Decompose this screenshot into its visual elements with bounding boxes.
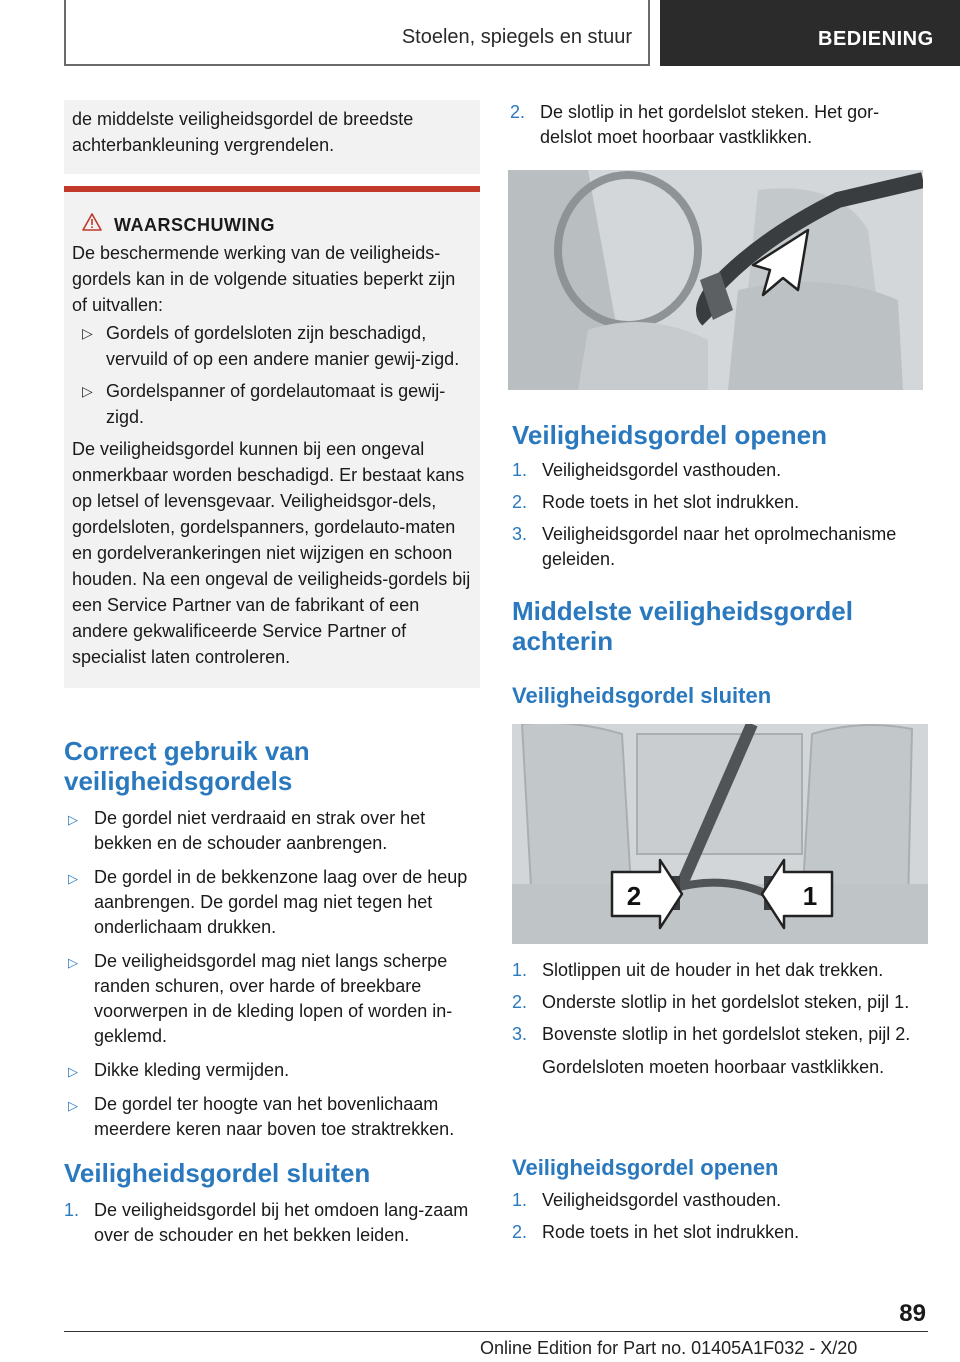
step-item: 3. Veiligheidsgordel naar het oprolmechanisme geleiden.	[512, 524, 897, 569]
warning-icon	[72, 212, 114, 238]
list-item: ▷ Gordelspanner of gordelautomaat is gewij-zigd.	[72, 378, 472, 430]
middle-open-heading: Veiligheidsgordel openen	[512, 1155, 779, 1180]
close-steps	[64, 1198, 480, 1248]
step-item: 2. Rode toets in het slot indrukken.	[512, 492, 800, 512]
step-item: 1. De veiligheidsgordel bij het omdoen lang-zaam over de schouder en het bekken leiden.	[64, 1200, 469, 1245]
page-number: 89	[899, 1300, 926, 1327]
close-heading: Veiligheidsgordel sluiten	[64, 1158, 371, 1188]
triangle-bullet-icon: ▷	[68, 1064, 78, 1079]
arrow-2-label: 2	[626, 881, 642, 911]
open-heading: Veiligheidsgordel openen	[512, 420, 827, 450]
middle-close-heading: Veiligheidsgordel sluiten	[512, 683, 772, 708]
footer-divider	[64, 1331, 928, 1332]
arrow-1-label: 1	[802, 881, 818, 911]
triangle-bullet-icon: ▷	[82, 383, 93, 399]
correct-use-list	[64, 806, 480, 1142]
triangle-bullet-icon: ▷	[68, 812, 78, 827]
chapter-tab: BEDIENING	[660, 0, 960, 66]
middle-belt-section	[512, 596, 928, 710]
step-note: Gordelsloten moeten hoorbaar vastklikken.	[542, 1057, 885, 1077]
list-item: ▷ De gordel niet verdraaid en strak over het bekken en de schouder aanbrengen.	[68, 808, 426, 853]
right-column	[510, 100, 928, 1242]
warning-box	[64, 186, 480, 688]
step-item: 2. Onderste slotlip in het gordelslot steken, pijl 1.	[512, 992, 910, 1012]
correct-use-heading: Correct gebruik van veiligheidsgordels	[64, 736, 310, 796]
step-item: 1. Slotlippen uit de houder in het dak trekken.	[512, 960, 884, 980]
open-steps	[512, 458, 928, 572]
step-item: 1. Veiligheidsgordel vasthouden.	[512, 460, 782, 480]
list-item: ▷ De veiligheidsgordel mag niet langs scherpe randen schuren, over harde of breekbare voorwerpen in de kleding lopen of worden in-geklemd.	[68, 951, 453, 1046]
middle-open-section	[512, 1154, 928, 1252]
step-item: 3. Bovenste slotlip in het gordelslot steken, pijl 2. Gordelsloten moeten hoorbaar vastklikken.	[512, 1022, 928, 1080]
triangle-bullet-icon: ▷	[68, 1098, 78, 1113]
step-item: 2. De slotlip in het gordelslot steken. Het gor-delslot moet hoorbaar vastklikken.	[510, 102, 880, 147]
triangle-bullet-icon: ▷	[68, 871, 78, 886]
list-item: ▷ Gordels of gordelsloten zijn beschadigd, vervuild of op een andere manier gewij-zigd.	[72, 320, 472, 372]
section-title: Stoelen, spiegels en stuur	[401, 26, 632, 48]
triangle-bullet-icon: ▷	[68, 955, 78, 970]
left-column	[64, 100, 480, 1245]
middle-close-steps-section	[512, 958, 928, 1087]
middle-belt-figure	[512, 724, 928, 944]
middle-belt-heading: Middelste veiligheidsgordel achterin	[512, 596, 853, 656]
list-item: ▷ De gordel ter hoogte van het bovenlichaam meerdere keren naar boven toe straktrekken.	[68, 1094, 455, 1139]
list-item: ▷ De gordel in de bekkenzone laag over de heup aanbrengen. De gordel mag niet tegen het onderlichaam drukken.	[68, 867, 468, 937]
correct-use-section	[64, 736, 480, 1151]
warning-list	[72, 320, 472, 430]
warning-title: WAARSCHUWING	[114, 215, 275, 235]
warning-body: De veiligheidsgordel kunnen bij een ongeval onmerkbaar worden beschadigd. Er bestaat kans op letsel of levensgevaar. Veiligheidsgor-dels, gordelsloten, gordelspanners, gordelauto-maten en gordelverankeringen niet wijzigen en schoon houden. Na een ongeval de veiligheids-gordels bij een Service Partner van de fabrikant of een andere gekwalificeerde Service Partner of specialist laten controleren.	[72, 439, 471, 667]
step-item: 2. Rode toets in het slot indrukken.	[512, 1222, 800, 1242]
step-item: 1. Veiligheidsgordel vasthouden.	[512, 1190, 782, 1210]
triangle-bullet-icon: ▷	[82, 325, 93, 341]
page-header	[0, 0, 960, 66]
intro-text: de middelste veiligheidsgordel de breedste achterbankleuning vergrendelen.	[64, 100, 480, 174]
open-section	[512, 420, 928, 579]
buckle-steps	[510, 100, 928, 150]
seatbelt-buckle-figure	[508, 170, 923, 390]
middle-open-steps	[512, 1188, 928, 1245]
warning-header	[72, 212, 472, 238]
edition-text: Online Edition for Part no. 01405A1F032 - X/20	[480, 1338, 858, 1358]
section-tab	[64, 0, 650, 66]
close-section	[64, 1158, 480, 1255]
list-item: ▷ Dikke kleding vermijden.	[64, 1058, 480, 1083]
middle-close-steps	[512, 958, 928, 1080]
warning-intro: De beschermende werking van de veiligheids-gordels kan in de volgende situaties beperkt zijn of uitvallen:	[72, 243, 456, 315]
